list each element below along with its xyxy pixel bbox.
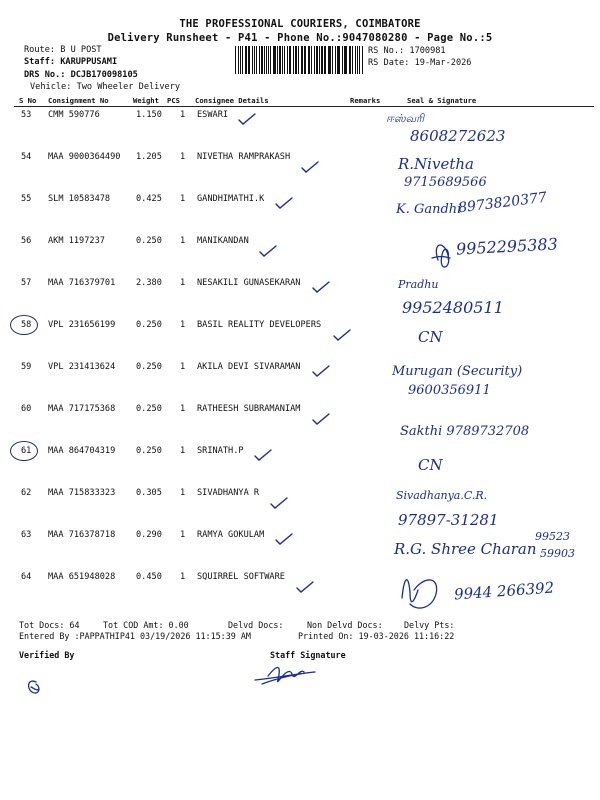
col-sno: S No	[19, 96, 37, 105]
row-pcs: 1	[180, 236, 186, 246]
row-consignee: NIVETHA RAMPRAKASH	[197, 152, 291, 162]
handwritten-note: CN	[418, 456, 443, 474]
row-consignee: BASIL REALITY DEVELOPERS	[197, 320, 322, 330]
total-cod-amount: Tot COD Amt: 0.00	[103, 620, 189, 630]
col-consignment: Consignment No	[48, 96, 109, 105]
row-consignment: MAA 9000364490	[48, 152, 121, 162]
row-consignment: MAA 715833323	[48, 488, 116, 498]
row-weight: 1.150	[136, 110, 162, 120]
signature-scribble	[255, 668, 315, 685]
delivery-points: Delvy Pts:	[404, 620, 455, 630]
handwritten-phone: 97897-31281	[398, 511, 499, 529]
col-pcs: PCS	[167, 96, 180, 105]
entered-by: Entered By :PAPPATHIP41 03/19/2026 11:15:39 AM	[19, 631, 251, 641]
col-remarks: Remarks	[350, 96, 381, 105]
row-pcs: 1	[180, 278, 186, 288]
vehicle-label: Vehicle: Two Wheeler Delivery	[30, 82, 181, 92]
row-pcs: 1	[180, 110, 186, 120]
row-weight: 0.450	[136, 572, 162, 582]
row-pcs: 1	[180, 572, 186, 582]
row-sno: 53	[21, 110, 32, 120]
row-weight: 0.250	[136, 404, 162, 414]
row-consignment: VPL 231413624	[48, 362, 116, 372]
row-sno: 61	[21, 446, 32, 456]
handwritten-phone: 9715689566	[404, 175, 487, 190]
row-consignment: CMM 590776	[48, 110, 100, 120]
signature-scribble	[29, 681, 39, 693]
row-weight: 0.250	[136, 446, 162, 456]
signature-scribble	[402, 580, 437, 608]
rs-number: RS No.: 1700981	[368, 46, 446, 56]
row-sno: 58	[21, 320, 32, 330]
row-consignee: SRINATH.P	[197, 446, 244, 456]
row-consignee: ESWARI	[197, 110, 229, 120]
row-pcs: 1	[180, 194, 186, 204]
rs-date: RS Date: 19-Mar-2026	[368, 58, 472, 68]
company-title: THE PROFESSIONAL COURIERS, COIMBATORE	[179, 18, 421, 30]
drs-label: DRS No.: DCJB170098105	[24, 70, 138, 80]
non-delivered-docs: Non Delvd Docs:	[307, 620, 383, 630]
row-consignee: SQUIRREL SOFTWARE	[197, 572, 285, 582]
row-sno: 57	[21, 278, 32, 288]
route-label: Route: B U POST	[24, 45, 102, 55]
row-consignment: MAA 717175368	[48, 404, 116, 414]
handwritten-note: R.G. Shree Charan	[394, 540, 537, 558]
staff-signature-label: Staff Signature	[270, 650, 346, 660]
row-sno: 54	[21, 152, 32, 162]
row-consignee: RAMYA GOKULAM	[197, 530, 265, 540]
row-consignment: AKM 1197237	[48, 236, 105, 246]
total-docs: Tot Docs: 64	[19, 620, 80, 630]
runsheet-title: Delivery Runsheet - P41 - Phone No.:9047080280 - Page No.:5	[107, 32, 493, 44]
row-sno: 63	[21, 530, 32, 540]
printed-on: Printed On: 19-03-2026 11:16:22	[298, 631, 455, 641]
handwritten-note: Pradhu	[398, 278, 439, 291]
row-pcs: 1	[180, 320, 186, 330]
signature-scribble	[432, 245, 450, 267]
handwritten-note: CN	[418, 328, 443, 346]
row-pcs: 1	[180, 152, 186, 162]
row-consignment: MAA 716379701	[48, 278, 116, 288]
row-consignment: MAA 651948028	[48, 572, 116, 582]
row-weight: 0.250	[136, 362, 162, 372]
row-consignee: GANDHIMATHI.K	[197, 194, 265, 204]
row-sno: 55	[21, 194, 32, 204]
row-pcs: 1	[180, 488, 186, 498]
handwritten-note: K. Gandhi	[396, 202, 462, 217]
handwritten-note: Murugan (Security)	[392, 364, 523, 379]
handwritten-phone: 9944 266392	[453, 578, 555, 604]
col-weight: Weight	[133, 96, 159, 105]
handwritten-phone: 8608272623	[410, 127, 506, 145]
row-pcs: 1	[180, 362, 186, 372]
handwritten-phone: 9600356911	[408, 383, 491, 398]
row-sno: 64	[21, 572, 32, 582]
verified-by-label: Verified By	[19, 650, 75, 660]
row-consignee: AKILA DEVI SIVARAMAN	[197, 362, 301, 372]
row-sno: 56	[21, 236, 32, 246]
col-consignee: Consignee Details	[195, 96, 269, 105]
row-weight: 0.250	[136, 236, 162, 246]
row-weight: 0.305	[136, 488, 162, 498]
delivered-docs: Delvd Docs:	[228, 620, 284, 630]
row-consignee: SIVADHANYA R	[197, 488, 260, 498]
row-consignee: MANIKANDAN	[197, 236, 249, 246]
row-consignee: RATHEESH SUBRAMANIAM	[197, 404, 301, 414]
handwritten-note: R.Nivetha	[398, 155, 474, 173]
handwritten-note: Sakthi 9789732708	[400, 424, 530, 439]
handwritten-phone: 59903	[540, 547, 575, 560]
handwritten-phone: 99523	[535, 530, 570, 543]
row-weight: 0.425	[136, 194, 162, 204]
row-weight: 0.290	[136, 530, 162, 540]
staff-label: Staff: KARUPPUSAMI	[24, 57, 118, 67]
row-pcs: 1	[180, 404, 186, 414]
row-pcs: 1	[180, 446, 186, 456]
handwritten-phone: 8973820377	[457, 189, 548, 217]
row-consignment: MAA 864704319	[48, 446, 116, 456]
handwritten-note: ஈஸ்வரி	[386, 112, 425, 125]
row-sno: 60	[21, 404, 32, 414]
row-pcs: 1	[180, 530, 186, 540]
row-sno: 62	[21, 488, 32, 498]
row-consignee: NESAKILI GUNASEKARAN	[197, 278, 301, 288]
col-seal-signature: Seal & Signature	[407, 96, 477, 105]
row-weight: 2.380	[136, 278, 162, 288]
row-consignment: VPL 231656199	[48, 320, 116, 330]
row-weight: 0.250	[136, 320, 162, 330]
handwritten-phone: 9952480511	[402, 298, 504, 317]
row-consignment: MAA 716378718	[48, 530, 116, 540]
row-weight: 1.205	[136, 152, 162, 162]
handwritten-note: Sivadhanya.C.R.	[396, 489, 488, 502]
row-sno: 59	[21, 362, 32, 372]
handwritten-phone: 9952295383	[455, 234, 559, 259]
row-consignment: SLM 10583478	[48, 194, 111, 204]
